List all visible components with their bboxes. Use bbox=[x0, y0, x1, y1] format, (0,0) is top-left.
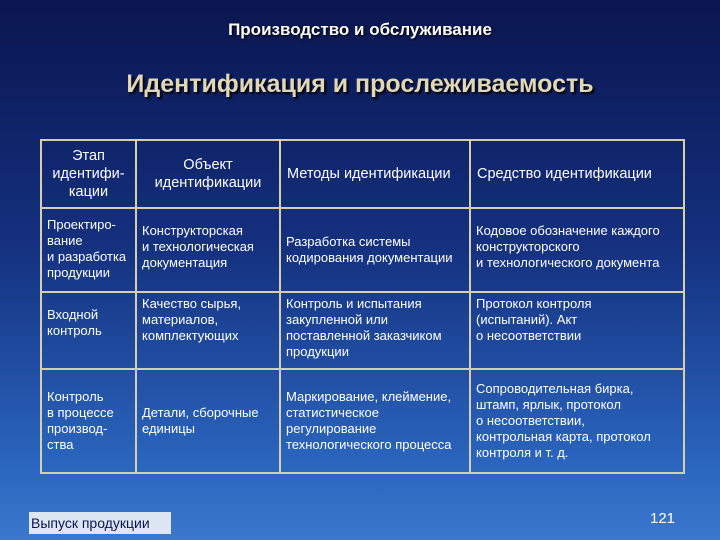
cell-line: производ- bbox=[47, 421, 108, 436]
column-header-object bbox=[136, 140, 280, 208]
table-row bbox=[41, 369, 684, 473]
table-header-row bbox=[41, 140, 684, 208]
cell-line: материалов, bbox=[142, 312, 219, 327]
cell-line: Качество сырья, bbox=[142, 296, 242, 311]
table-row bbox=[41, 292, 684, 369]
cell-line: технологического процесса bbox=[286, 437, 452, 452]
page-number: 121 bbox=[650, 510, 676, 527]
table-row bbox=[41, 208, 684, 292]
cell-line: контрольная карта, протокол bbox=[476, 429, 651, 444]
cell-line: и технологического документа bbox=[476, 255, 660, 270]
cell-line: закупленной или bbox=[286, 312, 388, 327]
cell-line: Маркирование, клеймение, bbox=[286, 389, 452, 404]
header-line: Объект bbox=[183, 157, 233, 173]
cell-line: Конструкторская bbox=[142, 223, 243, 238]
bottom-caption: Выпуск продукции bbox=[29, 512, 171, 534]
cell-method bbox=[280, 292, 470, 369]
cell-line: Детали, сборочные bbox=[142, 405, 259, 420]
cell-method bbox=[280, 208, 470, 292]
cell-line: Проектиро- bbox=[47, 217, 116, 232]
cell-means bbox=[470, 292, 684, 369]
cell-object bbox=[136, 208, 280, 292]
cell-line: и разработка bbox=[47, 249, 127, 264]
cell-line: регулирование bbox=[286, 421, 377, 436]
cell-stage bbox=[41, 292, 136, 369]
cell-line: контроля и т. д. bbox=[476, 445, 569, 460]
cell-line: единицы bbox=[142, 421, 196, 436]
cell-means bbox=[470, 208, 684, 292]
cell-object bbox=[136, 292, 280, 369]
cell-line: кодирования документации bbox=[286, 250, 453, 265]
identification-table bbox=[40, 139, 685, 474]
section-title: Производство и обслуживание bbox=[228, 20, 492, 39]
cell-line: документация bbox=[142, 255, 228, 270]
cell-stage bbox=[41, 369, 136, 473]
cell-line: конструкторского bbox=[476, 239, 580, 254]
cell-line: вание bbox=[47, 233, 83, 248]
cell-line: о несоответствии bbox=[476, 328, 582, 343]
cell-line: ства bbox=[47, 437, 74, 452]
cell-line: Сопроводительная бирка, bbox=[476, 381, 634, 396]
column-header-stage bbox=[41, 140, 136, 208]
cell-line: (испытаний). Акт bbox=[476, 312, 578, 327]
header-line: Средство идентификации bbox=[477, 166, 652, 182]
cell-line: статистическое bbox=[286, 405, 379, 420]
cell-line: в процессе bbox=[47, 405, 114, 420]
cell-stage bbox=[41, 208, 136, 292]
cell-line: продукции bbox=[47, 265, 110, 280]
cell-line: Кодовое обозначение каждого bbox=[476, 223, 660, 238]
cell-object bbox=[136, 369, 280, 473]
cell-line: Протокол контроля bbox=[476, 296, 592, 311]
cell-line: о несоответствии, bbox=[476, 413, 585, 428]
cell-line: Входной bbox=[47, 307, 99, 322]
header-line: кации bbox=[68, 184, 109, 200]
cell-line: Контроль bbox=[47, 389, 104, 404]
cell-line: и технологическая bbox=[142, 239, 254, 254]
cell-means bbox=[470, 369, 684, 473]
header-line: идентификации bbox=[154, 175, 262, 191]
cell-line: продукции bbox=[286, 344, 349, 359]
cell-line: штамп, ярлык, протокол bbox=[476, 397, 621, 412]
slide-title: Идентификация и прослеживаемость bbox=[126, 70, 594, 98]
header-line: Методы идентификации bbox=[287, 166, 451, 182]
cell-method bbox=[280, 369, 470, 473]
cell-line: контроль bbox=[47, 323, 102, 338]
cell-line: Контроль и испытания bbox=[286, 296, 422, 311]
column-header-means bbox=[470, 140, 684, 208]
column-header-method bbox=[280, 140, 470, 208]
cell-line: комплектующих bbox=[142, 328, 239, 343]
header-line: Этап bbox=[72, 148, 105, 164]
cell-line: поставленной заказчиком bbox=[286, 328, 442, 343]
cell-line: Разработка системы bbox=[286, 234, 411, 249]
header-line: идентифи- bbox=[52, 166, 125, 182]
